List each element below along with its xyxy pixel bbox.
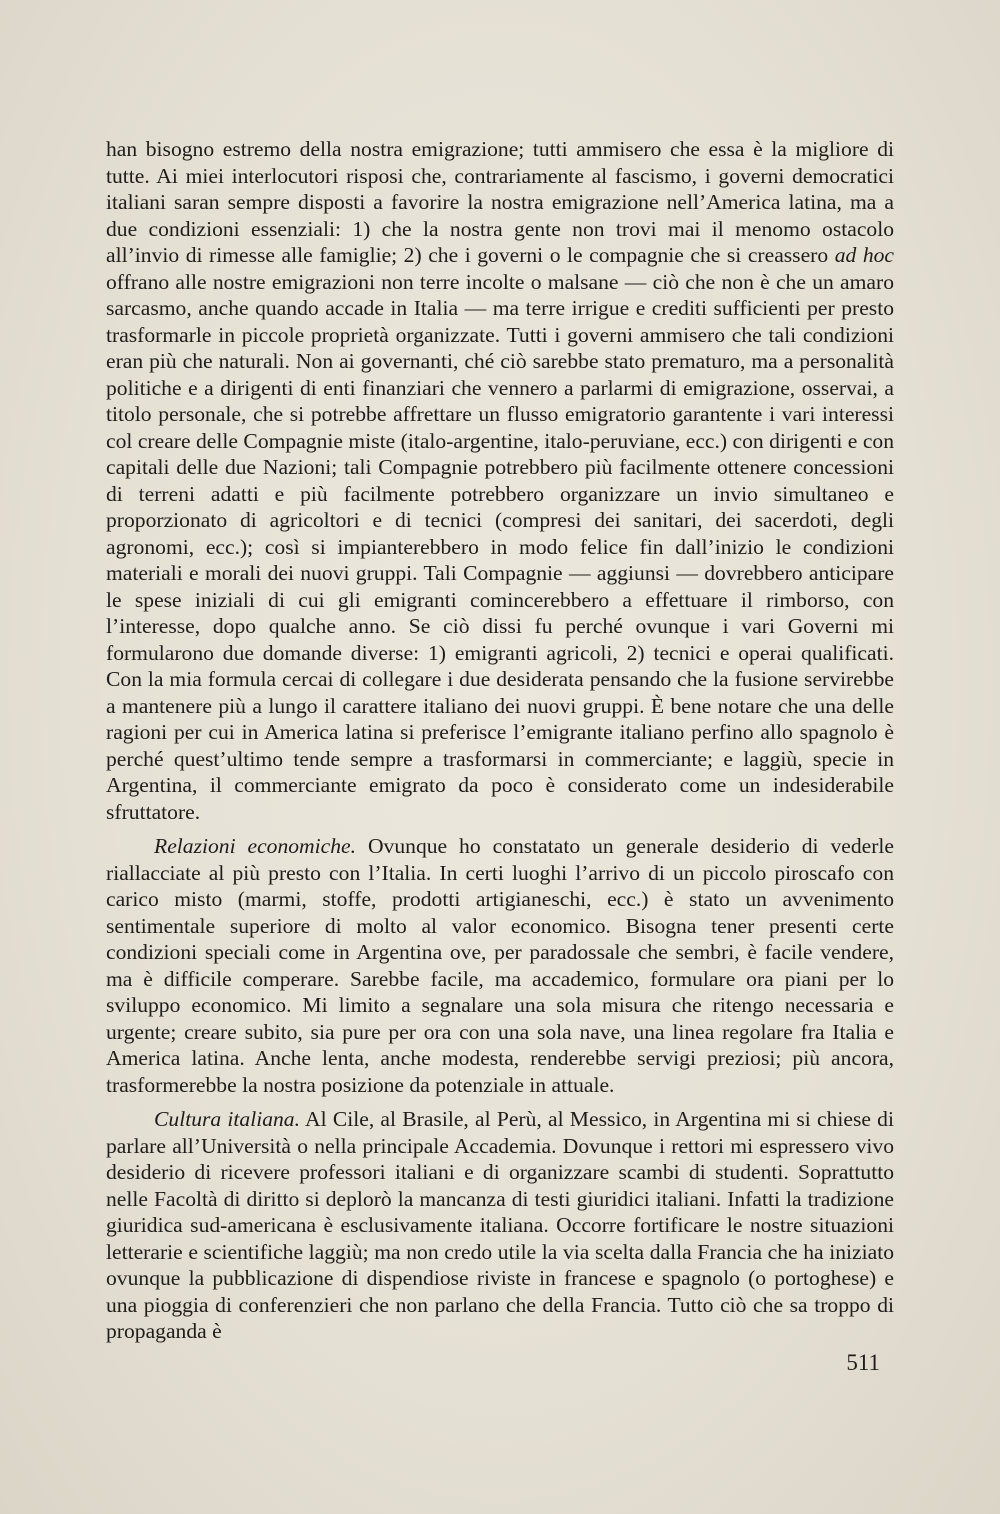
section-heading-economic: Relazioni economiche. (154, 834, 357, 858)
paragraph-text-continued: offrano alle nostre emigrazioni non terre incolte o malsane — ciò che non è che un amaro sarcasmo, anche quando accade in Italia — ma terre irrigue e crediti sufficienti per presto trasformarle in piccole proprietà organizzate. Tutti i governi ammisero che tali condizioni eran più che naturali. Non ai governanti, ché ciò sarebbe stato prematuro, ma a personalità politiche e a dirigenti di enti finanziari che vennero a parlarmi di emigrazione, osservai, a titolo personale, che si potrebbe affrettare un flusso emigratorio garantente i vari interessi col creare delle Compagnie miste (italo-argentine, italo-peruviane, ecc.) con dirigenti e con capitali delle due Nazioni; tali Compagnie potrebbero più facilmente ottenere concessioni di terreni adatti e più facilmente potrebbero organizzare un invio simultaneo e proporzionato di agricoltori e di tecnici (compresi dei sanitari, dei sacerdoti, degli agronomi, ecc.); così si impianterebbero in modo felice fin dall’inizio le condizioni materiali e morali dei nuovi gruppi. Tali Compagnie — aggiunsi — dovrebbero anticipare le spese iniziali di cui gli emigranti comincerebbero a effettuare il rimborso, con l’interesse, dopo qualche anno. Se ciò dissi fu perché ovunque i vari Governi mi formularono due domande diverse: 1) emigranti agricoli, 2) tecnici e operai qualificati. Con la mia formula cercai di collegare i due desiderata pensando che la fusione servirebbe a mantenere più a lungo il carattere italiano dei nuovi gruppi. È bene notare che una delle ragioni per cui in America latina si preferisce l’emigrante italiano perfino allo spagnolo è perché quest’ultimo tende sempre a trasformarsi in commerciante; e laggiù, specie in Argentina, il commerciante emigrato da poco è considerato come un indesiderabile sfruttatore. (106, 269, 894, 824)
body-text (106, 136, 894, 1345)
paragraph-text: Al Cile, al Brasile, al Perù, al Messico, in Argentina mi si chiese di parlare all’Università o nella principale Accademia. Dovunque i rettori mi espressero vivo desiderio di ricevere professori italiani e di organizzare scambi di studenti. Soprattutto nelle Facoltà di diritto si deplorò la mancanza di testi giuridici italiani. Infatti la tradizione giuridica sud-americana è esclusivamente italiana. Occorre fortificare le nostre situazioni letterarie e scientifiche laggiù; ma non credo utile la via scelta dalla Francia che ha iniziato ovunque la pubblicazione di dispendiose riviste in francese e spagnolo (o portoghese) e una pioggia di conferenzieri che non parlano che della Francia. Tutto ciò che sa troppo di propaganda è (106, 1107, 894, 1343)
italic-phrase: ad hoc (834, 243, 895, 267)
section-heading-culture: Cultura italiana. (154, 1107, 300, 1131)
paragraph-economic-relations (106, 833, 894, 1098)
paragraph-italian-culture (106, 1106, 894, 1345)
paragraph-emigration (106, 136, 894, 825)
paragraph-text: han bisogno estremo della nostra emigrazione; tutti ammisero che essa è la migliore di tutte. Ai miei interlocutori risposi che, contrariamente al fascismo, i governi democratici italiani saran sempre disposti a favorire la nostra emigrazione nell’America latina, ma a due condizioni essenziali: 1) che la nostra gente non trovi mai il menomo ostacolo all’invio di rimesse alle famiglie; 2) che i governi o le compagnie che si creassero (106, 137, 894, 267)
page-number: 511 (846, 1350, 880, 1375)
paragraph-text: Ovunque ho constatato un generale desiderio di vederle riallacciate al più presto con l’Italia. In certi luoghi l’arrivo di un piccolo piroscafo con carico misto (marmi, stoffe, prodotti artigianeschi, ecc.) è stato un avvenimento sentimentale superiore di molto al valor economico. Bisogna tener presenti certe condizioni speciali come in Argentina ove, per paradossale che sembri, è facile vendere, ma è difficile comperare. Sarebbe facile, ma accademico, formulare ora piani per lo sviluppo economico. Mi limito a segnalare una sola misura che ritengo necessaria e urgente; creare subito, sia pure per ora con una sola nave, una linea regolare fra Italia e America latina. Anche lenta, anche modesta, renderebbe servigi preziosi; più ancora, trasformerebbe la nostra posizione da potenziale in attuale. (106, 834, 894, 1097)
